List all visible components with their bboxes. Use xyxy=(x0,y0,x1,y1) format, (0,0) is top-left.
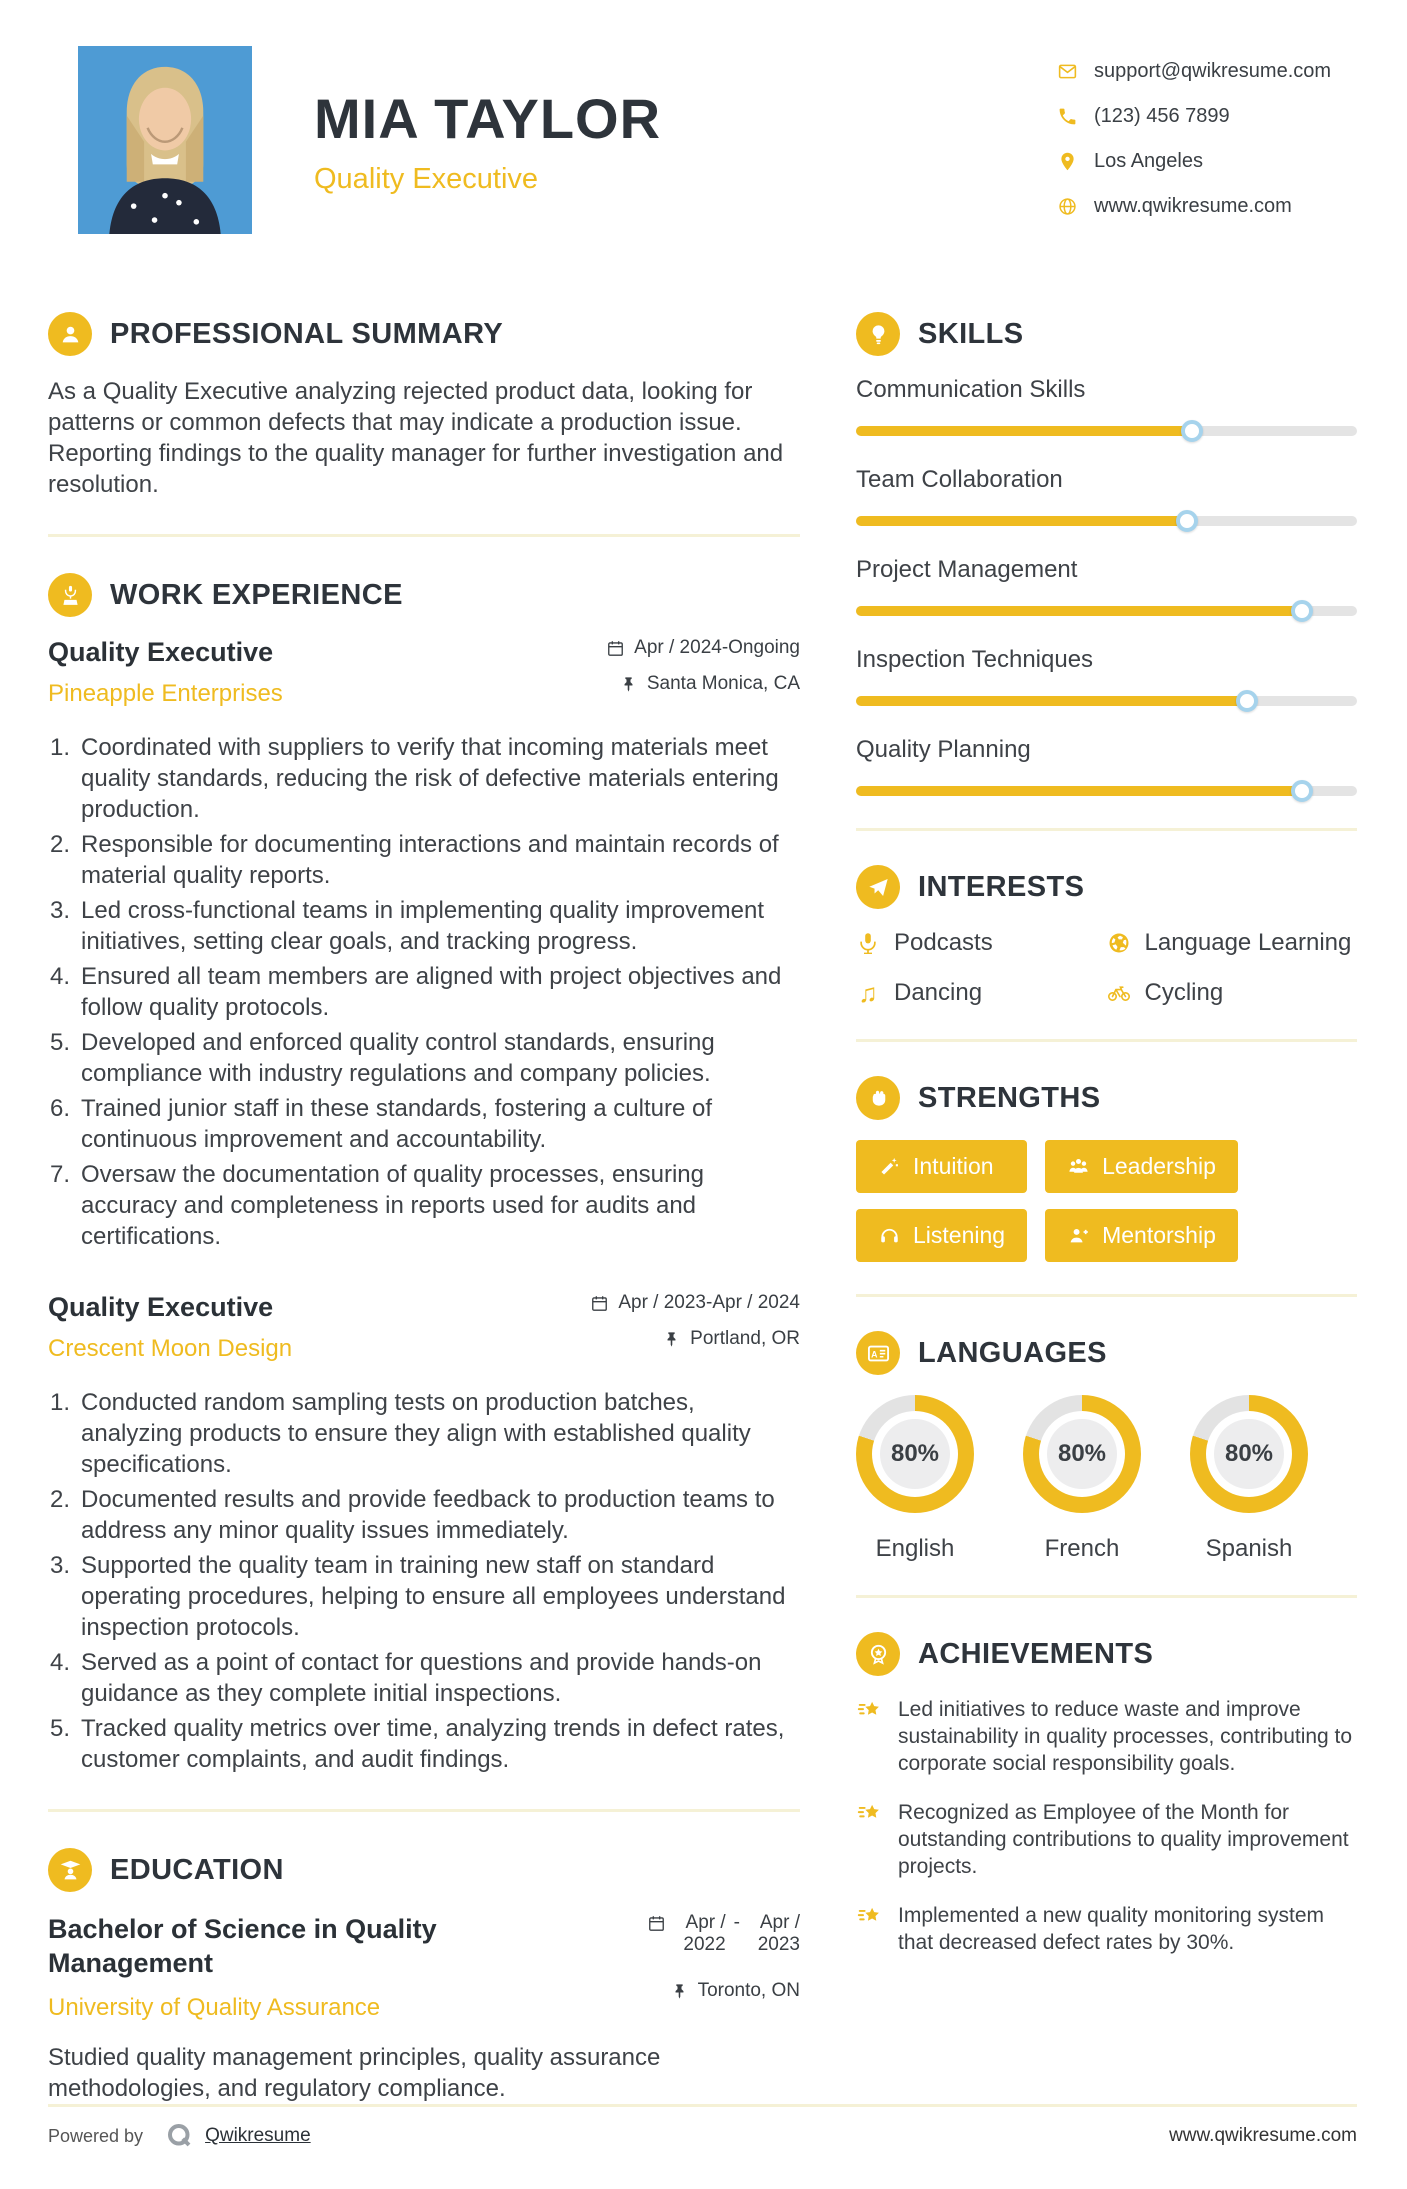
education-heading: EDUCATION xyxy=(110,1853,284,1886)
skill-label: Communication Skills xyxy=(856,376,1086,403)
job-dates-row xyxy=(606,637,800,659)
education-location-row xyxy=(647,1980,800,2002)
paper-plane-icon xyxy=(856,865,900,909)
language-item xyxy=(1023,1395,1141,1563)
job-location-row xyxy=(590,1328,800,1350)
achievements-heading: ACHIEVEMENTS xyxy=(918,1637,1154,1670)
job-location-row xyxy=(606,673,800,695)
skill-slider xyxy=(856,516,1357,526)
main-content xyxy=(48,312,1357,2104)
identity xyxy=(314,87,662,196)
job-bullets xyxy=(48,732,800,1252)
section-education-header xyxy=(48,1848,800,1892)
right-column xyxy=(856,312,1357,2104)
left-column xyxy=(48,312,800,2104)
job-bullet: Ensured all team members are aligned with project objectives and follow quality protocols. xyxy=(81,963,782,1021)
interest-item xyxy=(1107,979,1358,1007)
education-date-from: Apr / 2022 xyxy=(683,1912,726,1955)
achievement-item xyxy=(856,1902,1357,1956)
job-bullet: Coordinated with suppliers to verify that incoming materials meet quality standards, reducing the risk of defective materials entering production. xyxy=(81,734,779,823)
job-title: Quality Executive xyxy=(48,1292,274,1322)
person-title: Quality Executive xyxy=(314,162,539,195)
achievement-text: Recognized as Employee of the Month for outstanding contributions to quality improvement projects. xyxy=(898,1801,1349,1878)
slider-thumb[interactable] xyxy=(1236,690,1258,712)
achievement-item xyxy=(856,1696,1357,1777)
team-icon xyxy=(1067,1155,1090,1178)
skills-heading: SKILLS xyxy=(918,317,1024,350)
languages-row xyxy=(856,1395,1357,1563)
contact-website: www.qwikresume.com xyxy=(1094,195,1292,217)
slider-fill xyxy=(856,606,1302,616)
globe-icon xyxy=(1057,196,1078,217)
summary-text: As a Quality Executive analyzing rejected product data, looking for patterns or common defects that may indicate a production issue. Reporting findings to the quality manager for further investigation and resolution. xyxy=(48,378,784,498)
job-title: Quality Executive xyxy=(48,637,274,667)
language-label: English xyxy=(875,1535,955,1562)
left-divider-2 xyxy=(48,1809,800,1812)
strength-badge xyxy=(856,1140,1027,1193)
education-date-separator: - xyxy=(733,1912,740,1933)
job-bullet: Responsible for documenting interactions and maintain records of material quality reports. xyxy=(81,831,779,889)
achievement-text: Led initiatives to reduce waste and improve sustainability in quality processes, contributing to corporate social responsibility goals. xyxy=(898,1698,1353,1775)
job-bullet: Led cross-functional teams in implementing quality improvement initiatives, setting clear goals, and tracking progress. xyxy=(81,897,764,955)
summary-heading: PROFESSIONAL SUMMARY xyxy=(110,317,504,350)
header xyxy=(48,46,1357,234)
right-divider-2 xyxy=(856,1039,1357,1042)
language-item xyxy=(1190,1395,1308,1563)
education-meta xyxy=(647,1912,800,2002)
job-company: Crescent Moon Design xyxy=(48,1335,293,1362)
contact-list xyxy=(1057,60,1357,218)
skill-label: Inspection Techniques xyxy=(856,646,1094,673)
job-bullet: Documented results and provide feedback to production teams to address any minor quality issues immediately. xyxy=(81,1486,775,1544)
contact-row-website xyxy=(1057,195,1357,218)
profile-photo xyxy=(78,46,252,234)
skill-label: Team Collaboration xyxy=(856,466,1063,493)
contact-phone: (123) 456 7899 xyxy=(1094,105,1230,127)
slider-thumb[interactable] xyxy=(1176,510,1198,532)
right-divider-3 xyxy=(856,1294,1357,1297)
interest-label: Dancing xyxy=(894,979,983,1006)
contact-row-phone xyxy=(1057,105,1357,128)
slider-fill xyxy=(856,426,1192,436)
skill-item xyxy=(856,646,1357,706)
job-header xyxy=(48,1292,800,1363)
skill-slider xyxy=(856,606,1357,616)
job-bullet: Trained junior staff in these standards, fostering a culture of continuous improvement and accountability. xyxy=(81,1095,713,1153)
profile-photo-illustration xyxy=(78,46,252,234)
languages-heading: LANGUAGES xyxy=(918,1336,1107,1369)
contact-row-location xyxy=(1057,150,1357,173)
education-entry xyxy=(48,1912,800,2022)
language-label: French xyxy=(1044,1535,1120,1562)
language-donut xyxy=(1023,1395,1141,1513)
section-experience-header xyxy=(48,573,800,617)
job-entry xyxy=(48,637,800,1252)
job-location: Santa Monica, CA xyxy=(646,673,800,694)
contact-row-email xyxy=(1057,60,1357,83)
interest-item xyxy=(856,929,1107,957)
strength-label: Leadership xyxy=(1102,1153,1216,1179)
right-divider-1 xyxy=(856,828,1357,831)
strengths-heading: STRENGTHS xyxy=(918,1081,1101,1114)
envelope-icon xyxy=(1057,61,1078,82)
left-divider-1 xyxy=(48,534,800,537)
calendar-icon xyxy=(606,639,625,658)
section-interests-header xyxy=(856,865,1357,909)
strength-badge xyxy=(856,1209,1027,1262)
bicycle-icon xyxy=(1107,981,1131,1005)
slider-fill xyxy=(856,696,1247,706)
job-bullet: Supported the quality team in training new staff on standard operating procedures, helping to ensure all employees understand inspection protocols. xyxy=(81,1552,786,1641)
education-description: Studied quality management principles, quality assurance methodologies, and regulatory compliance. xyxy=(48,2044,661,2102)
skill-item xyxy=(856,556,1357,616)
user-icon xyxy=(48,312,92,356)
education-main xyxy=(48,1912,468,2022)
skill-slider xyxy=(856,696,1357,706)
skill-label: Project Management xyxy=(856,556,1078,583)
language-donut xyxy=(1190,1395,1308,1513)
svg-text:A: A xyxy=(870,1348,878,1359)
section-summary-header xyxy=(48,312,800,356)
experience-heading: WORK EXPERIENCE xyxy=(110,578,403,611)
skill-item xyxy=(856,736,1357,796)
skill-item xyxy=(856,466,1357,526)
language-percent: 80% xyxy=(1047,1419,1117,1489)
headphones-icon xyxy=(878,1224,901,1247)
slider-fill xyxy=(856,516,1187,526)
strength-label: Intuition xyxy=(913,1153,994,1179)
skill-label: Quality Planning xyxy=(856,736,1031,763)
pushpin-icon xyxy=(619,675,638,694)
phone-icon xyxy=(1057,106,1078,127)
map-pin-icon xyxy=(1057,151,1078,172)
job-dates: Apr / 2024-Ongoing xyxy=(634,637,800,658)
qwikresume-logo-icon xyxy=(165,2121,195,2151)
job-meta xyxy=(606,637,800,695)
interest-label: Language Learning xyxy=(1144,929,1352,956)
job-bullet: Served as a point of contact for questions and provide hands-on guidance as they complete initial inspections. xyxy=(81,1649,762,1707)
education-school: University of Quality Assurance xyxy=(48,1994,381,2021)
education-degree: Bachelor of Science in Quality Management xyxy=(48,1914,437,1978)
job-dates-row xyxy=(590,1292,800,1314)
graduate-icon xyxy=(48,1848,92,1892)
qwikresume-link[interactable]: Qwikresume xyxy=(205,2125,311,2146)
podium-mic-icon xyxy=(48,573,92,617)
user-plus-icon xyxy=(1067,1224,1090,1247)
job-bullet: Oversaw the documentation of quality processes, ensuring accuracy and completeness in reports used for audits and certifications. xyxy=(81,1161,705,1250)
job-dates: Apr / 2023-Apr / 2024 xyxy=(618,1292,800,1313)
fist-icon xyxy=(856,1076,900,1120)
slider-thumb[interactable] xyxy=(1291,600,1313,622)
job-title-company xyxy=(48,1292,292,1363)
translation-card-icon xyxy=(856,1331,900,1375)
slider-thumb[interactable] xyxy=(1291,780,1313,802)
section-skills-header xyxy=(856,312,1357,356)
lightbulb-icon xyxy=(856,312,900,356)
section-achievements-header xyxy=(856,1632,1357,1676)
shooting-star-icon xyxy=(856,1697,884,1725)
calendar-icon xyxy=(647,1914,666,1933)
education-dates-row xyxy=(647,1912,800,1956)
contact-location: Los Angeles xyxy=(1094,150,1203,172)
medal-star-icon xyxy=(856,1632,900,1676)
achievement-text: Implemented a new quality monitoring system that decreased defect rates by 30%. xyxy=(898,1904,1325,1954)
language-label: Spanish xyxy=(1205,1535,1293,1562)
slider-thumb[interactable] xyxy=(1181,420,1203,442)
strength-label: Listening xyxy=(913,1222,1006,1248)
contact-email: support@qwikresume.com xyxy=(1094,60,1332,82)
interest-item xyxy=(856,979,1107,1007)
interest-item xyxy=(1107,929,1358,957)
slider-fill xyxy=(856,786,1302,796)
calendar-icon xyxy=(590,1294,609,1313)
strengths-grid xyxy=(856,1140,1357,1262)
section-languages-header xyxy=(856,1331,1357,1375)
language-percent: 80% xyxy=(880,1419,950,1489)
interests-heading: INTERESTS xyxy=(918,870,1085,903)
achievement-item xyxy=(856,1799,1357,1880)
skill-item xyxy=(856,376,1357,436)
job-bullet: Conducted random sampling tests on production batches, analyzing products to ensure they align with established quality specifications. xyxy=(81,1389,751,1478)
skill-slider xyxy=(856,786,1357,796)
footer xyxy=(48,2104,1357,2189)
person-name: MIA TAYLOR xyxy=(314,87,662,150)
interest-label: Podcasts xyxy=(894,929,993,956)
right-divider-4 xyxy=(856,1595,1357,1598)
strength-badge xyxy=(1045,1209,1238,1262)
interests-grid xyxy=(856,929,1357,1007)
education-date-to: Apr / 2023 xyxy=(757,1912,800,1955)
education-location: Toronto, ON xyxy=(697,1980,800,2001)
microphone-icon xyxy=(856,931,880,955)
job-location: Portland, OR xyxy=(690,1328,800,1349)
pushpin-icon xyxy=(662,1330,681,1349)
globe-icon xyxy=(1107,931,1131,955)
job-title-company xyxy=(48,637,283,708)
section-strengths-header xyxy=(856,1076,1357,1120)
job-header xyxy=(48,637,800,708)
job-entry xyxy=(48,1292,800,1775)
strength-badge xyxy=(1045,1140,1238,1193)
footer-website: www.qwikresume.com xyxy=(1169,2125,1357,2146)
pushpin-icon xyxy=(670,1982,689,2001)
job-bullet: Tracked quality metrics over time, analyzing trends in defect rates, customer complaints, and audit findings. xyxy=(81,1715,785,1773)
skill-slider xyxy=(856,426,1357,436)
footer-row xyxy=(48,2107,1357,2189)
powered-by-label: Powered by xyxy=(48,2125,144,2146)
job-bullets xyxy=(48,1387,800,1775)
job-meta xyxy=(590,1292,800,1350)
music-note-icon: ♫ xyxy=(858,978,878,1008)
job-bullet: Developed and enforced quality control standards, ensuring compliance with industry regulations and company policies. xyxy=(81,1029,715,1087)
job-company: Pineapple Enterprises xyxy=(48,680,283,707)
language-item xyxy=(856,1395,974,1563)
magic-wand-icon xyxy=(878,1155,901,1178)
language-percent: 80% xyxy=(1214,1419,1284,1489)
interest-label: Cycling xyxy=(1144,979,1224,1006)
language-donut xyxy=(856,1395,974,1513)
strength-label: Mentorship xyxy=(1102,1222,1216,1248)
shooting-star-icon xyxy=(856,1903,884,1931)
shooting-star-icon xyxy=(856,1800,884,1828)
